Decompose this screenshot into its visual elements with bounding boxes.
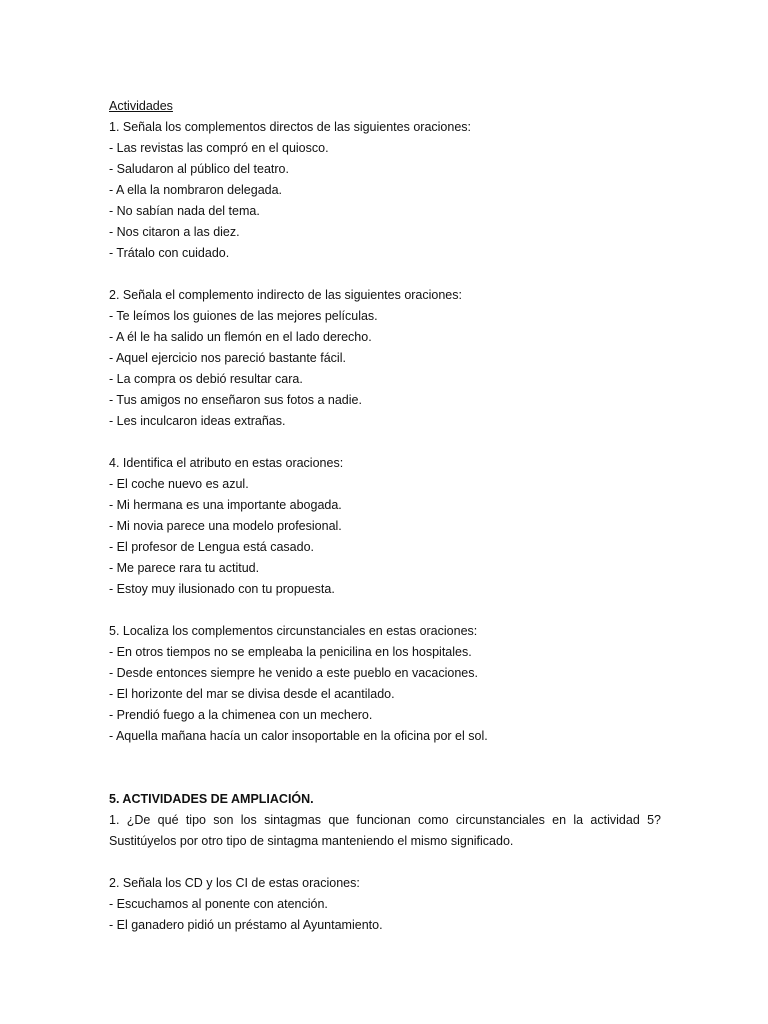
section-heading: 1. Señala los complementos directos de las siguientes oraciones:: [109, 120, 472, 134]
list-item: - El horizonte del mar se divisa desde el acantilado.: [109, 687, 395, 701]
list-item: - Desde entonces siempre he venido a este pueblo en vacaciones.: [109, 666, 478, 680]
list-item: - Aquel ejercicio nos pareció bastante fácil.: [109, 351, 346, 365]
section-heading: 4. Identifica el atributo en estas oraciones:: [109, 456, 344, 470]
section-atributo: [109, 453, 661, 600]
document-page: [109, 96, 661, 936]
list-item: - Mi novia parece una modelo profesional.: [109, 519, 342, 533]
list-item: - Trátalo con cuidado.: [109, 246, 230, 260]
list-item: - Me parece rara tu actitud.: [109, 561, 260, 575]
list-item: - No sabían nada del tema.: [109, 204, 260, 218]
list-item: - La compra os debió resultar cara.: [109, 372, 303, 386]
ampliacion-question-2: [109, 873, 661, 936]
list-item: - Saludaron al público del teatro.: [109, 162, 289, 176]
section-heading: 2. Señala el complemento indirecto de las siguientes oraciones:: [109, 288, 462, 302]
list-item: - Te leímos los guiones de las mejores películas.: [109, 309, 378, 323]
list-item: - Mi hermana es una importante abogada.: [109, 498, 342, 512]
list-item: - En otros tiempos no se empleaba la penicilina en los hospitales.: [109, 645, 472, 659]
spacer: [109, 768, 661, 789]
list-item: - Las revistas las compró en el quiosco.: [109, 141, 329, 155]
section-ampliacion: [109, 789, 661, 852]
document-title: Actividades: [109, 99, 173, 113]
list-item: - A ella la nombraron delegada.: [109, 183, 283, 197]
list-item: - Escuchamos al ponente con atención.: [109, 897, 328, 911]
list-item: - El coche nuevo es azul.: [109, 477, 249, 491]
list-item: - El ganadero pidió un préstamo al Ayuntamiento.: [109, 918, 383, 932]
ampliacion-heading: 5. ACTIVIDADES DE AMPLIACIÓN.: [109, 792, 314, 806]
section-complemento-indirecto: [109, 285, 661, 432]
list-item: - El profesor de Lengua está casado.: [109, 540, 314, 554]
list-item: - Nos citaron a las diez.: [109, 225, 240, 239]
ampliacion-question-1: 1. ¿De qué tipo son los sintagmas que funcionan como circunstanciales en la actividad 5? Sustitúyelos por otro tipo de sintagma manteniendo el mismo significado.: [109, 813, 661, 848]
section-complemento-directo: [109, 117, 661, 264]
list-item: - Tus amigos no enseñaron sus fotos a nadie.: [109, 393, 362, 407]
list-item: - A él le ha salido un flemón en el lado derecho.: [109, 330, 372, 344]
section-heading: 2. Señala los CD y los CI de estas oraciones:: [109, 876, 360, 890]
list-item: - Estoy muy ilusionado con tu propuesta.: [109, 582, 335, 596]
section-heading: 5. Localiza los complementos circunstanciales en estas oraciones:: [109, 624, 478, 638]
list-item: - Les inculcaron ideas extrañas.: [109, 414, 286, 428]
section-circunstanciales: [109, 621, 661, 747]
list-item: - Prendió fuego a la chimenea con un mechero.: [109, 708, 373, 722]
list-item: - Aquella mañana hacía un calor insoportable en la oficina por el sol.: [109, 729, 488, 743]
